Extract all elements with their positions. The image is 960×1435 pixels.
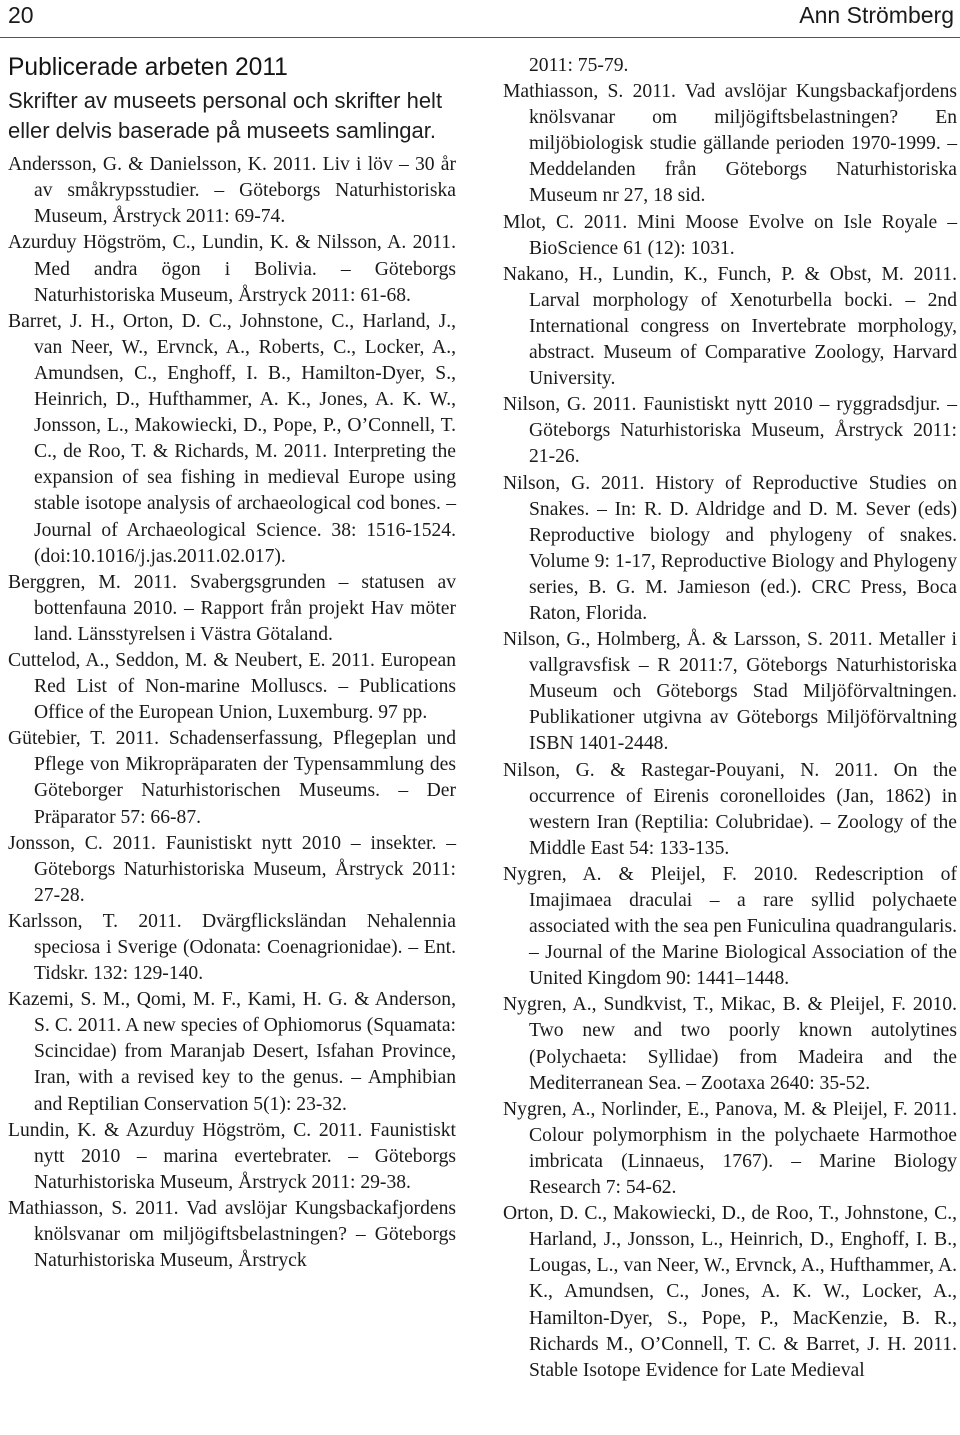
reference-entry: Mathiasson, S. 2011. Vad avslöjar Kungsbackafjordens knölsvanar om miljögiftsbelastningen? – Göteborgs Naturhistoriska Museum, Årstryck [8, 1197, 456, 1272]
page-header [0, 0, 960, 36]
reference-entry: Gütebier, T. 2011. Schadenserfassung, Pflegeplan und Pflege von Mikropräparaten der Typensammlung des Göteborger Naturhistorischen Museums. – Der Präparator 57: 66-87. [8, 728, 456, 828]
reference-entry: Nilson, G. 2011. History of Reproductive Studies on Snakes. – In: R. D. Aldridge and D. M. Sever (eds) Reproductive biology and phylogeny of snakes. Volume 9: 1-17, Reproductive Biology and Phylogeny series, B. G. M. Jamieson (ed.). CRC Press, Boca Raton, Florida. [503, 472, 957, 624]
reference-entry: Nygren, A. & Pleijel, F. 2010. Redescription of Imajimaea draculai – a rare syllid polychaete associated with the sea pen Funiculina quadrangularis. – Journal of the Marine Biological Association of the United Kingdom 90: 1441–1448. [503, 863, 957, 990]
reference-entry: 2011: 75-79. [529, 55, 629, 76]
reference-list-left [8, 152, 456, 1274]
reference-entry: Azurduy Högström, C., Lundin, K. & Nilsson, A. 2011. Med andra ögon i Bolivia. – Göteborgs Naturhistoriska Museum, Årstryck 2011: 61-68. [8, 232, 456, 306]
reference-entry: Nilson, G. 2011. Faunistiskt nytt 2010 – ryggradsdjur. – Göteborgs Naturhistoriska Museum, Årstryck 2011: 21-26. [503, 394, 957, 468]
page-number: 20 [8, 2, 34, 28]
reference-entry: Lundin, K. & Azurduy Högström, C. 2011. Faunistiskt nytt 2010 – marina evertebrater. – Göteborgs Naturhistoriska Museum, Årstryck 2011: 29-38. [8, 1119, 456, 1193]
reference-entry: Mathiasson, S. 2011. Vad avslöjar Kungsbackafjordens knölsvanar om miljögiftsbelastningen? En miljöbiologisk studie gällande perioden 1970-1999. – Meddelanden från Göteborgs Naturhistoriska Museum nr 27, 18 sid. [503, 81, 957, 207]
section-title: Publicerade arbeten 2011 [8, 54, 288, 81]
left-column [8, 53, 456, 1274]
reference-entry: Cuttelod, A., Seddon, M. & Neubert, E. 2011. European Red List of Non-marine Molluscs. – Publications Office of the European Union, Luxemburg. 97 pp. [8, 649, 456, 724]
right-column [503, 53, 957, 1384]
reference-entry: Jonsson, C. 2011. Faunistiskt nytt 2010 – insekter. – Göteborgs Naturhistoriska Museum, Årstryck 2011: 27-28. [8, 832, 456, 906]
reference-entry: Nilson, G. & Rastegar-Pouyani, N. 2011. On the occurrence of Eirenis coronelloides (Jan, 1862) in western Iran (Reptilia: Colubridae). – Zoology of the Middle East 54: 133-135. [503, 759, 957, 859]
reference-entry: Nakano, H., Lundin, K., Funch, P. & Obst, M. 2011. Larval morphology of Xenoturbella bocki. – 2nd International congress on Invertebrate morphology, abstract. Museum of Comparative Zoology, Harvard University. [503, 263, 957, 390]
reference-entry: Nygren, A., Sundkvist, T., Mikac, B. & Pleijel, F. 2010. Two new and two poorly known autolytines (Polychaeta: Syllidae) from Madeira and the Mediterranean Sea. – Zootaxa 2640: 35-52. [503, 994, 957, 1094]
header-rule [0, 37, 960, 38]
reference-entry: Berggren, M. 2011. Svabergsgrunden – statusen av bottenfauna 2010. – Rapport från projekt Hav möter land. Länsstyrelsen i Västra Götaland. [8, 571, 456, 645]
reference-entry: Andersson, G. & Danielsson, K. 2011. Liv i löv – 30 år av småkrypsstudier. – Göteborgs Naturhistoriska Museum, Årstryck 2011: 69-74. [8, 154, 456, 228]
reference-entry: Mlot, C. 2011. Mini Moose Evolve on Isle Royale – BioScience 61 (12): 1031. [503, 211, 957, 259]
reference-entry: Kazemi, S. M., Qomi, M. F., Kami, H. G. & Anderson, S. C. 2011. A new species of Ophiomorus (Squamata: Scincidae) from Maranjab Desert, Isfahan Province, Iran, with a revised key to the genus. – Amphibian and Reptilian Conservation 5(1): 23-32. [8, 989, 456, 1115]
reference-entry: Barret, J. H., Orton, D. C., Johnstone, C., Harland, J., van Neer, W., Ervnck, A., Roberts, C., Locker, A., Amundsen, C., Enghoff, I. B., Hamilton-Dyer, S., Heinrich, D., Hufthammer, A. K., Jones, A. K. W., Jonsson, L., Makowiecki, D., Pope, P., O’Connell, T. C., de Roo, T. & Richards, M. 2011. Interpreting the expansion of sea fishing in medieval Europe using stable isotope analysis of archaeological cod bones. – Journal of Archaeological Science. 38: 1516-1524. (doi:10.1016/j.jas.2011.02.017). [8, 310, 456, 567]
reference-entry: Orton, D. C., Makowiecki, D., de Roo, T., Johnstone, C., Harland, J., Jonsson, L., Heinrich, D., Enghoff, I. B., Lougas, L., van Neer, W., Ervnck, A., Hufthammer, A. K., Amundsen, C., Jones, A. K. W., Locker, A., Hamilton-Dyer, S., Pope, P., MacKenzie, B. R., Richards M., O’Connell, T. C. & Barret, J. H. 2011. Stable Isotope Evidence for Late Medieval [503, 1203, 957, 1381]
reference-list-right [503, 53, 957, 1384]
running-head-author: Ann Strömberg [799, 2, 954, 28]
section-subtitle: Skrifter av museets personal och skrifter helt eller delvis baserade på museets samlingar. [8, 87, 443, 143]
reference-entry: Karlsson, T. 2011. Dvärgflicksländan Nehalennia speciosa i Sverige (Odonata: Coenagrionidae). – Ent. Tidskr. 132: 129-140. [8, 910, 456, 985]
reference-entry: Nilson, G., Holmberg, Å. & Larsson, S. 2011. Metaller i vallgravsfisk – R 2011:7, Göteborgs Naturhistoriska Museum och Göteborgs Stad Miljöförvaltningen. Publikationer utgivna av Göteborgs Miljöförvaltning ISBN 1401-2448. [503, 629, 957, 755]
reference-entry: Nygren, A., Norlinder, E., Panova, M. & Pleijel, F. 2011. Colour polymorphism in the polychaete Harmothoe imbricata (Linnaeus, 1767). – Marine Biology Research 7: 54-62. [503, 1098, 957, 1199]
